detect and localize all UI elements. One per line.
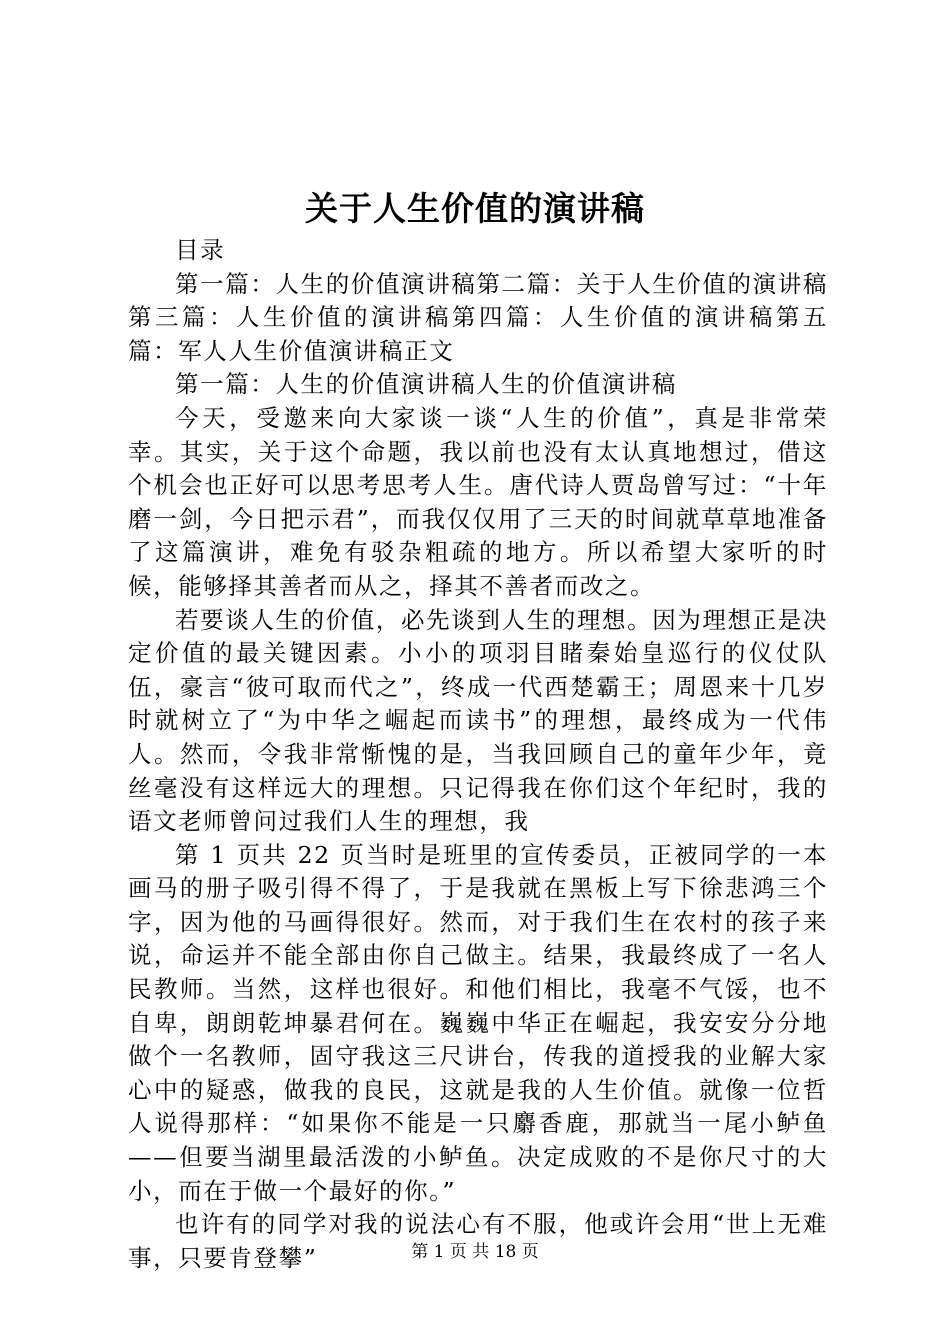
document-body: [128, 234, 828, 1275]
toc-list: 第一篇：人生的价值演讲稿第二篇：关于人生价值的演讲稿第三篇：人生价值的演讲稿第四篇：人生价值的演讲稿第五篇：军人人生价值演讲稿正文: [128, 269, 828, 365]
toc-heading: 目录: [175, 236, 226, 264]
body-paragraph: 也许有的同学对我的说法心有不服，他或许会用“世上无难事，只要肯登攀”: [128, 1210, 828, 1272]
document-title: 关于人生价值的演讲稿: [305, 189, 645, 228]
body-paragraph: 今天，受邀来向大家谈一谈“人生的价值”，真是非常荣幸。其实，关于这个命题，我以前也没有太认真地想过，借这个机会也正好可以思考思考人生。唐代诗人贾岛曾写过：“十年磨一剑，今日把示君”，而我仅仅用了三天的时间就草草地准备了这篇演讲，难免有驳杂粗疏的地方。所以希望大家听的时候，能够择其善者而从之，择其不善者而改之。: [128, 403, 828, 600]
body-paragraph: 第 1 页共 22 页当时是班里的宣传委员，正被同学的一本画马的册子吸引得不得了，于是我就在黑板上写下徐悲鸿三个字，因为他的马画得很好。然而，对于我们生在农村的孩子来说，命运并不能全部由你自己做主。结果，我最终成了一名人民教师。当然，这样也很好。和他们相比，我毫不气馁，也不自卑，朗朗乾坤暴君何在。巍巍中华正在崛起，我安安分分地做个一名教师，固守我这三尺讲台，传我的道授我的业解大家心中的疑惑，做我的良民，这就是我的人生价值。就像一位哲人说得那样：“如果你不能是一只麝香鹿，那就当一尾小鲈鱼——但要当湖里最活泼的小鲈鱼。决定成败的不是你尺寸的大小，而在于做一个最好的你。”: [128, 840, 828, 1205]
page-footer: 第 1 页 共 18 页: [411, 1242, 539, 1262]
body-paragraph: 若要谈人生的价值，必先谈到人生的理想。因为理想正是决定价值的最关键因素。小小的项羽目睹秦始皇巡行的仪仗队伍，豪言“彼可取而代之”，终成一代西楚霸王；周恩来十几岁时就树立了“为中华之崛起而读书”的理想，最终成为一代伟人。然而，令我非常惭愧的是，当我回顾自己的童年少年，竟丝毫没有这样远大的理想。只记得我在你们这个年纪时，我的语文老师曾问过我们人生的理想，我: [128, 605, 828, 836]
section-heading: 第一篇：人生的价值演讲稿人生的价值演讲稿: [175, 370, 677, 399]
